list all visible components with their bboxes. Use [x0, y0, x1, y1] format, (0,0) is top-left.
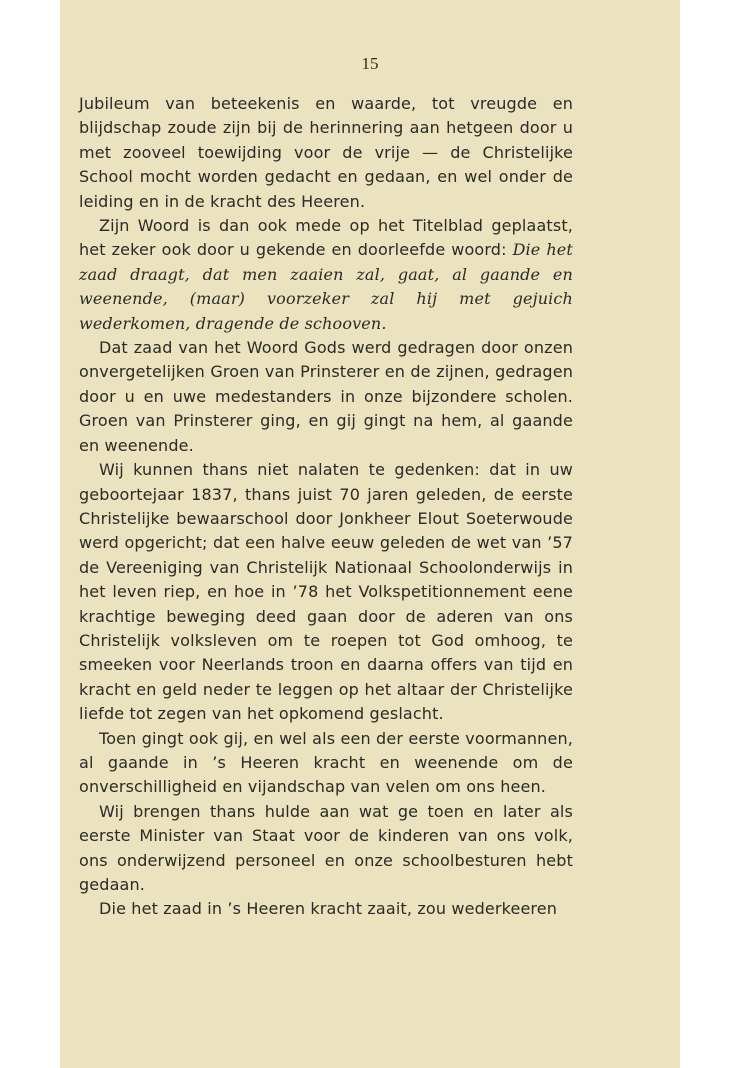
- paragraph: [79, 214, 573, 336]
- page-number: 15: [361, 54, 379, 73]
- paragraph: [79, 897, 573, 921]
- paragraph: [79, 727, 573, 800]
- book-page: [60, 0, 680, 1068]
- paragraph: [79, 800, 573, 898]
- paragraph: [79, 458, 573, 726]
- text-run: Dat zaad van het Woord Gods werd gedragen door onzen onvergetelijken Groen van Prinsterer en de zijnen, gedragen door u en uwe medestanders in onze bijzondere scholen. Groen van Prinsterer ging, en gij gingt na hem, al gaande en weenende.: [79, 338, 573, 455]
- italic-quotation: Die het zaad draagt, dat men zaaien zal, gaat, al gaande en weenende, (maar) voorzeker zal hij met gejuich wederkomen, dragende de schooven.: [79, 240, 573, 333]
- text-run: Wij kunnen thans niet nalaten te gedenken: dat in uw geboortejaar 1837, thans juist 70 jaren geleden, de eerste Christelijke bewaarschool door Jonkheer Elout Soeterwoude werd opgericht; dat een halve eeuw geleden de wet van ’57 de Vereeniging van Christelijk Nationaal Schoolonderwijs in het leven riep, en hoe in ’78 het Volkspetitionnement eene krachtige beweging deed gaan door de aderen van ons Christelijk volksleven om te roepen tot God omhoog, te smeeken voor Neerlands troon en daarna offers van tijd en kracht en geld neder te leggen op het altaar der Christelijke liefde tot zegen van het opkomend geslacht.: [79, 460, 573, 724]
- paragraph: [79, 336, 573, 458]
- text-run: Toen gingt ook gij, en wel als een der eerste voormannen, al gaande in ’s Heeren kracht en weenende om de onverschilligheid en vijandschap van velen om ons heen.: [79, 728, 573, 797]
- text-run: Die het zaad in ’s Heeren kracht zaait, zou wederkeeren: [99, 899, 558, 919]
- body-text: [79, 92, 573, 922]
- text-run: Jubileum van beteekenis en waarde, tot vreugde en blijdschap zoude zijn bij de herinnering aan hetgeen door u met zooveel toewijding voor de vrije — de Christelijke School mocht worden gedacht en gedaan, en wel onder de leiding en in de kracht des Heeren.: [79, 94, 573, 211]
- text-run: Zijn Woord is dan ook mede op het Titelblad geplaatst, het zeker ook door u gekende en doorleefde woord:: [79, 216, 573, 260]
- text-run: Wij brengen thans hulde aan wat ge toen en later als eerste Minister van Staat voor de kinderen van ons volk, ons onderwijzend personeel en onze schoolbesturen hebt gedaan.: [79, 801, 573, 894]
- paragraph: [79, 92, 573, 214]
